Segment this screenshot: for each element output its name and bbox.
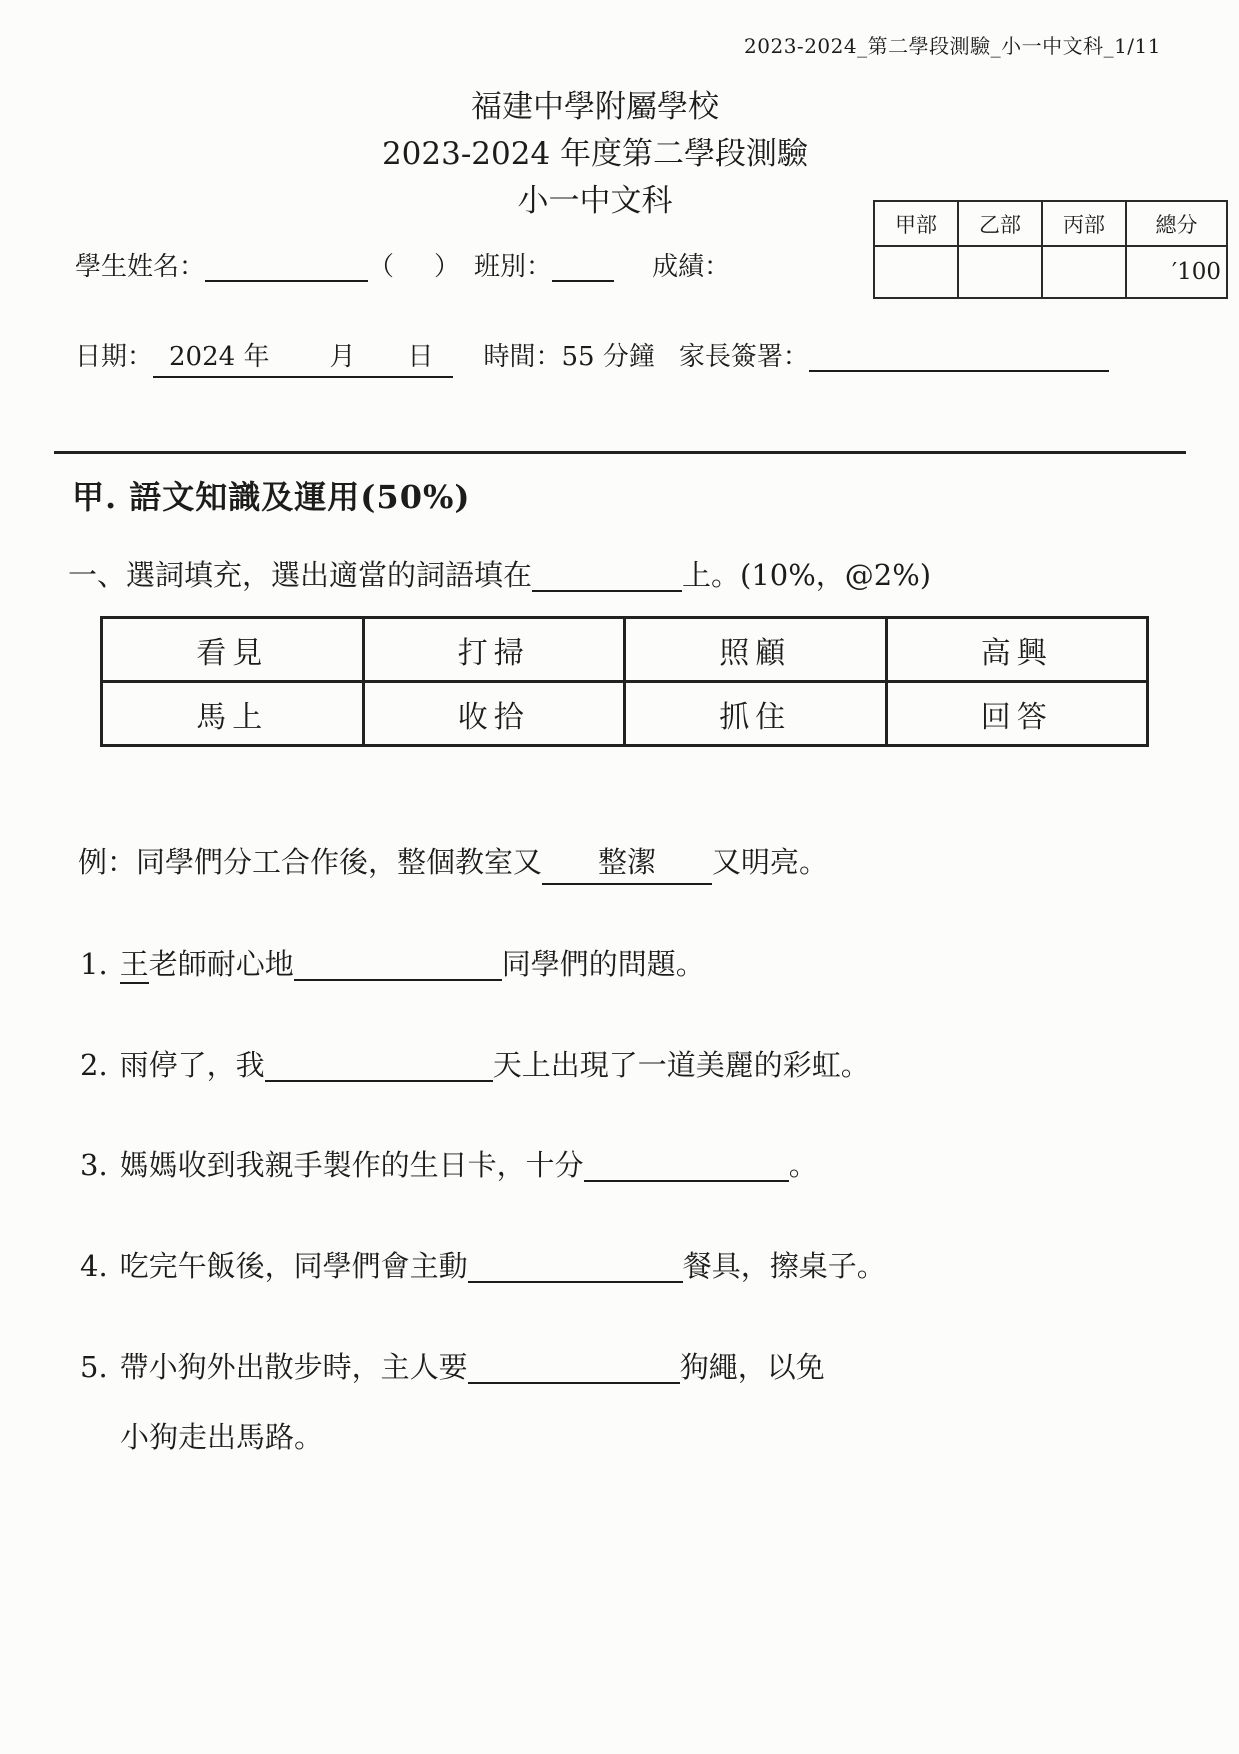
item-text-post: 同學們的問題。: [501, 947, 705, 981]
item-number: 5.: [80, 1350, 108, 1384]
student-info-row: [75, 246, 730, 283]
item-number: 4.: [80, 1249, 108, 1283]
word-bank-cell: 抓住: [625, 682, 887, 746]
subject-title: 小一中文科: [517, 183, 673, 219]
example-sentence: [78, 840, 828, 885]
exam-title: 2023-2024 年度第二學段測驗: [381, 136, 809, 172]
parent-signature-label: 家長簽署：: [678, 342, 809, 372]
item-text-pre: 帶小狗外出散步時，主人要: [119, 1350, 468, 1384]
class-number-paren-open: （: [368, 252, 395, 282]
student-name-label: 學生姓名：: [75, 252, 206, 282]
score-header-total: 總分: [1126, 201, 1227, 246]
proper-noun-mark: 王: [120, 947, 149, 984]
section-divider: [54, 451, 1186, 454]
item-number: 3.: [80, 1148, 108, 1182]
score-cell-part-a: [874, 246, 958, 298]
parent-signature-blank: [809, 344, 1109, 372]
item-text-post: 天上出現了一道美麗的彩虹。: [492, 1048, 870, 1082]
section-a-heading: 甲. 語文知識及運用(50%): [72, 478, 471, 516]
word-bank-cell: 高興: [886, 618, 1148, 682]
date-month-label: 月: [329, 342, 356, 372]
answer-blank: [468, 1356, 680, 1384]
item-number: 2.: [80, 1048, 108, 1082]
score-cell-part-b: [958, 246, 1042, 298]
item-text-pre: 雨停了，我: [119, 1048, 265, 1082]
score-cell-part-c: [1042, 246, 1126, 298]
answer-blank: [468, 1255, 683, 1283]
question-item-5: [80, 1345, 825, 1386]
item-text-pre: 媽媽收到我親手製作的生日卡，十分: [119, 1148, 584, 1182]
school-name: 福建中學附屬學校: [471, 89, 719, 125]
date-label: 日期：: [75, 342, 154, 372]
q1-instruction-post: 上。(10%，@2%): [682, 558, 932, 592]
q1-instruction-pre: 一、選詞填充，選出適當的詞語填在: [68, 558, 533, 592]
example-post: 又明亮。: [712, 845, 829, 879]
item-text-post: 餐具，擦桌子。: [682, 1249, 886, 1283]
word-bank-cell: 打掃: [363, 618, 625, 682]
word-bank-table: [100, 616, 1149, 747]
word-bank-cell: 照顧: [625, 618, 887, 682]
page-running-header: 2023-2024_第二學段測驗_小一中文科_1/11: [744, 34, 1161, 58]
item-text-post: 。: [788, 1148, 818, 1182]
date-year: 2024 年: [169, 342, 270, 372]
item-text-pre: 老師耐心地: [148, 947, 294, 981]
question-item-4: [80, 1244, 886, 1285]
class-blank: [552, 254, 614, 282]
item-text-pre: 吃完午飯後，同學們會主動: [119, 1249, 468, 1283]
answer-blank: [265, 1054, 493, 1082]
q1-instruction: [68, 553, 931, 594]
example-answer: 整潔: [542, 840, 712, 885]
score-cell-total: ′100: [1126, 246, 1227, 298]
score-header-part-a: 甲部: [874, 201, 958, 246]
question-item-1: [80, 942, 705, 983]
date-blank-group: [153, 336, 453, 378]
date-row: [75, 336, 1109, 378]
class-number-paren-close: ）: [434, 252, 461, 282]
score-header-part-b: 乙部: [958, 201, 1042, 246]
question-item-5-line2: [120, 1415, 323, 1456]
score-table: [873, 200, 1228, 299]
answer-blank: [584, 1154, 789, 1182]
score-label: 成績：: [652, 252, 731, 282]
item-number: 1.: [80, 947, 108, 981]
question-item-3: [80, 1143, 818, 1184]
example-pre: 例：同學們分工合作後，整個教室又: [78, 845, 543, 879]
word-bank-cell: 馬上: [102, 682, 364, 746]
item-text-continued: 小狗走出馬路。: [120, 1420, 324, 1454]
word-bank-cell: 看見: [102, 618, 364, 682]
q1-instruction-blank: [532, 564, 682, 592]
time-label: 時間：55 分鐘: [483, 342, 655, 372]
date-day-label: 日: [407, 342, 434, 372]
item-text-post: 狗繩，以免: [679, 1350, 825, 1384]
answer-blank: [294, 953, 502, 981]
word-bank-cell: 收拾: [363, 682, 625, 746]
score-header-part-c: 丙部: [1042, 201, 1126, 246]
student-name-blank: [205, 254, 368, 282]
question-item-2: [80, 1043, 870, 1084]
class-label: 班別：: [474, 252, 553, 282]
word-bank-cell: 回答: [886, 682, 1148, 746]
